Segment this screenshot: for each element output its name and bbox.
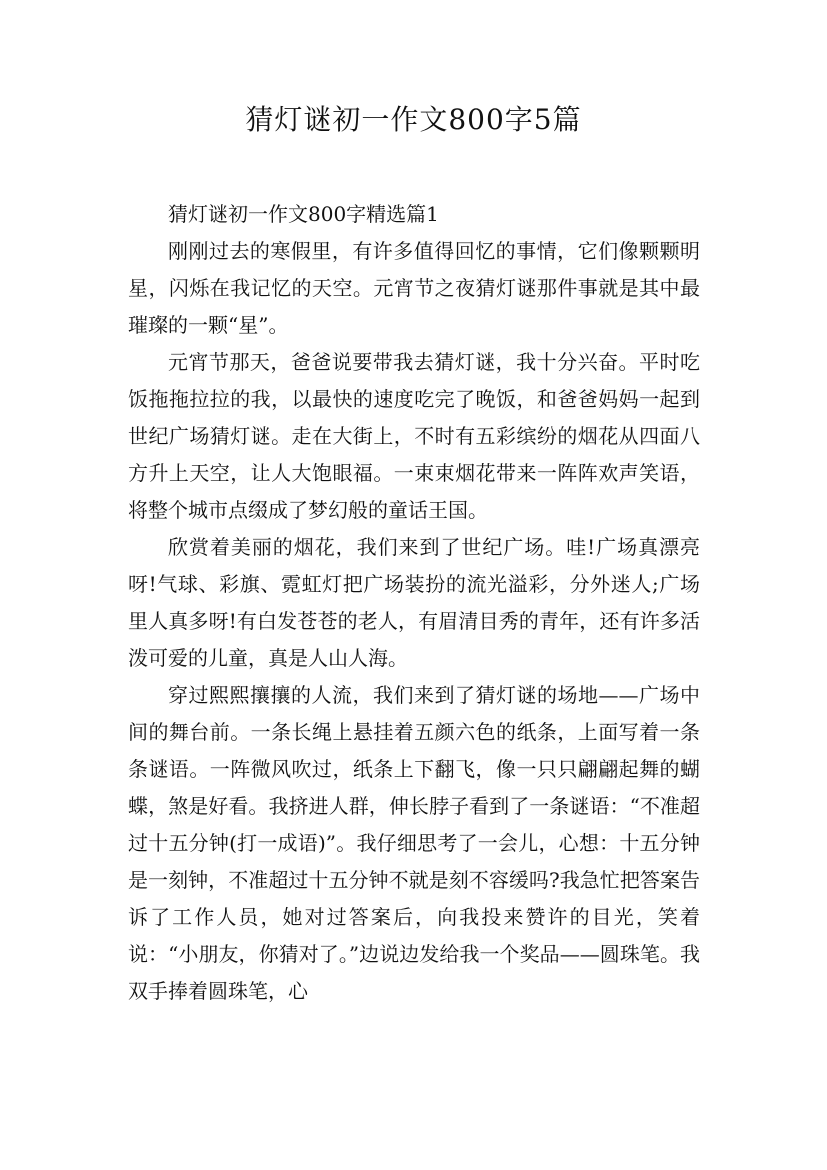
paragraph: 元宵节那天，爸爸说要带我去猜灯谜，我十分兴奋。平时吃饭拖拖拉拉的我，以最快的速度吃完了晚饭，和爸爸妈妈一起到世纪广场猜灯谜。走在大街上，不时有五彩缤纷的烟花从四面八方升上天空，让人大饱眼福。一束束烟花带来一阵阵欢声笑语，将整个城市点缀成了梦幻般的童话王国。: [128, 350, 700, 522]
section-heading: 猜灯谜初一作文800字精选篇1: [168, 202, 439, 226]
paragraph: 刚刚过去的寒假里，有许多值得回忆的事情，它们像颗颗明星，闪烁在我记忆的天空。元宵节之夜猜灯谜那件事就是其中最璀璨的一颗“星”。: [128, 239, 700, 337]
document-body: [128, 196, 700, 1010]
paragraph: 欣赏着美丽的烟花，我们来到了世纪广场。哇!广场真漂亮呀!气球、彩旗、霓虹灯把广场装扮的流光溢彩，分外迷人;广场里人真多呀!有白发苍苍的老人，有眉清目秀的青年，还有许多活泼可爱的儿童，真是人山人海。: [128, 535, 700, 670]
paragraph: 穿过熙熙攘攘的人流，我们来到了猜灯谜的场地——广场中间的舞台前。一条长绳上悬挂着五颜六色的纸条，上面写着一条条谜语。一阵微风吹过，纸条上下翻飞，像一只只翩翩起舞的蝴蝶，煞是好看。我挤进人群，伸长脖子看到了一条谜语：“不准超过十五分钟(打一成语)”。我仔细思考了一会儿，心想：十五分钟是一刻钟，不准超过十五分钟不就是刻不容缓吗?我急忙把答案告诉了工作人员，她对过答案后，向我投来赞许的目光，笑着说：“小朋友，你猜对了。”边说边发给我一个奖品——圆珠笔。我双手捧着圆珠笔，心: [128, 683, 700, 1003]
document-title: 猜灯谜初一作文800字5篇: [245, 103, 582, 136]
